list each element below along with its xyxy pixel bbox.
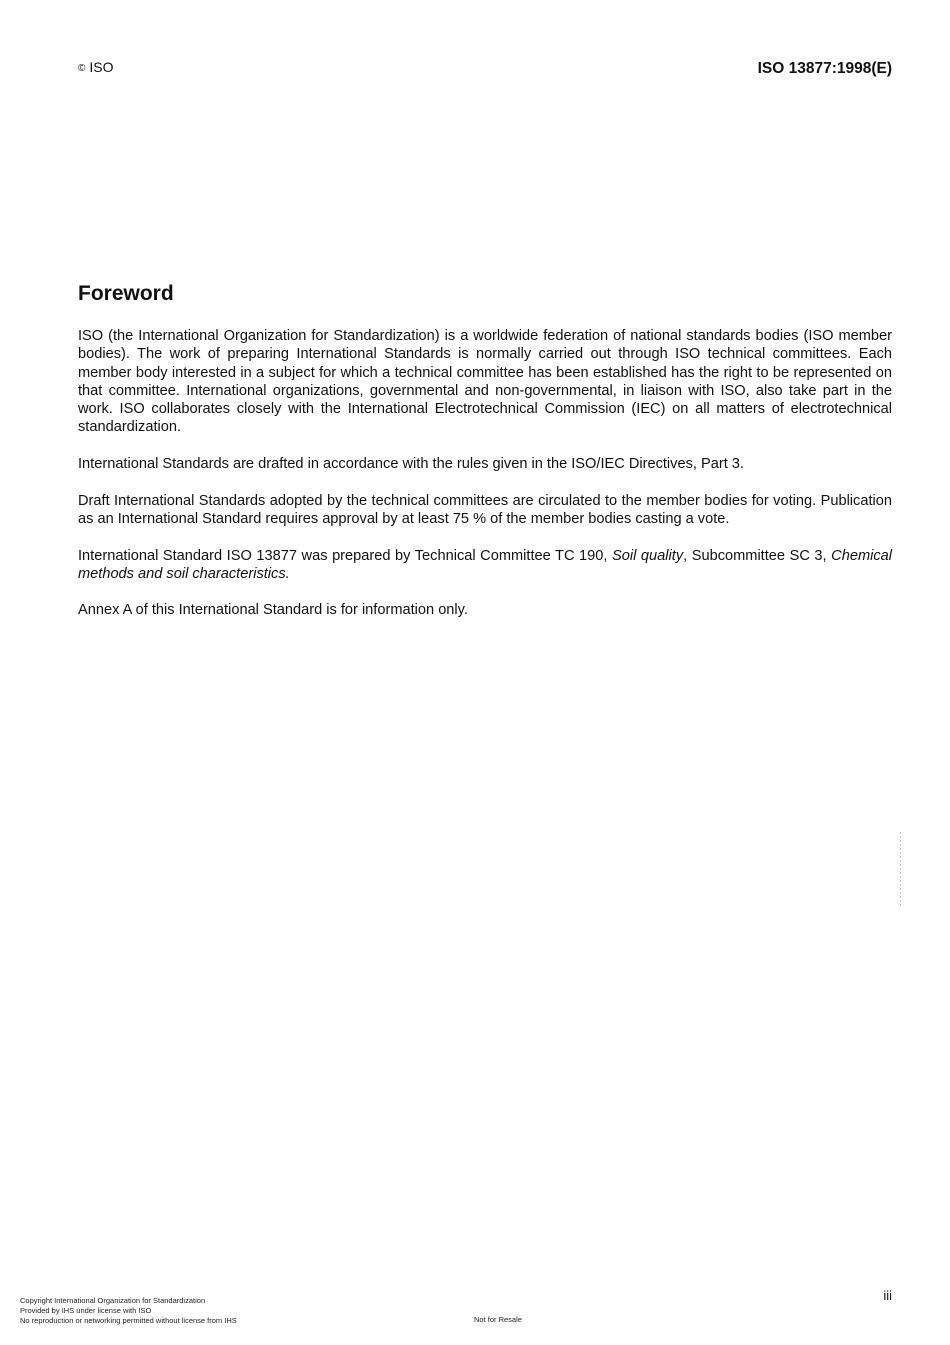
paragraph-committee (78, 547, 892, 584)
copyright-mark (78, 59, 114, 75)
page-number: iii (883, 1288, 892, 1303)
committee-mid: , Subcommittee SC 3, (683, 547, 832, 564)
paragraph-voting: Draft International Standards adopted by the technical committees are circulated to the member bodies for voting. Publication as an International Standard requires approval by at least 75 % of the member bodies casting a vote. (78, 492, 892, 527)
footer-license (20, 1296, 237, 1326)
committee-intro: International Standard ISO 13877 was prepared by Technical Committee TC 190, (78, 547, 613, 564)
copyright-org: ISO (89, 59, 114, 75)
footer-not-for-resale: Not for Resale (474, 1315, 522, 1324)
footer-line-reproduction: No reproduction or networking permitted without license from IHS (20, 1316, 237, 1325)
committee-name: Soil quality (612, 547, 684, 564)
margin-trace (900, 832, 901, 906)
paragraph-directives: International Standards are drafted in accordance with the rules given in the ISO/IEC Directives, Part 3. (78, 456, 744, 473)
page-title: Foreword (78, 282, 174, 305)
footer-line-copyright: Copyright International Organization for Standardization (20, 1296, 206, 1305)
copyright-symbol: © (78, 63, 86, 74)
footer-line-provider: Provided by IHS under license with ISO (20, 1306, 152, 1315)
paragraph-iso-intro: ISO (the International Organization for Standardization) is a worldwide federation of national standards bodies (ISO member bodies). The work of preparing International Standards is normally carried out through ISO technical committees. Each member body interested in a subject for which a technical committee has been established has the right to be represented on that committee. International organizations, governmental and non-governmental, in liaison with ISO, also take part in the work. ISO collaborates closely with the International Electrotechnical Commission (IEC) on all matters of electrotechnical standardization. (78, 328, 892, 436)
paragraph-annex: Annex A of this International Standard is for information only. (78, 602, 468, 619)
subcommittee-name: Chemical methods and soil characteristics. (78, 547, 892, 582)
document-id: ISO 13877:1998(E) (757, 60, 892, 77)
foreword-body (78, 327, 892, 620)
